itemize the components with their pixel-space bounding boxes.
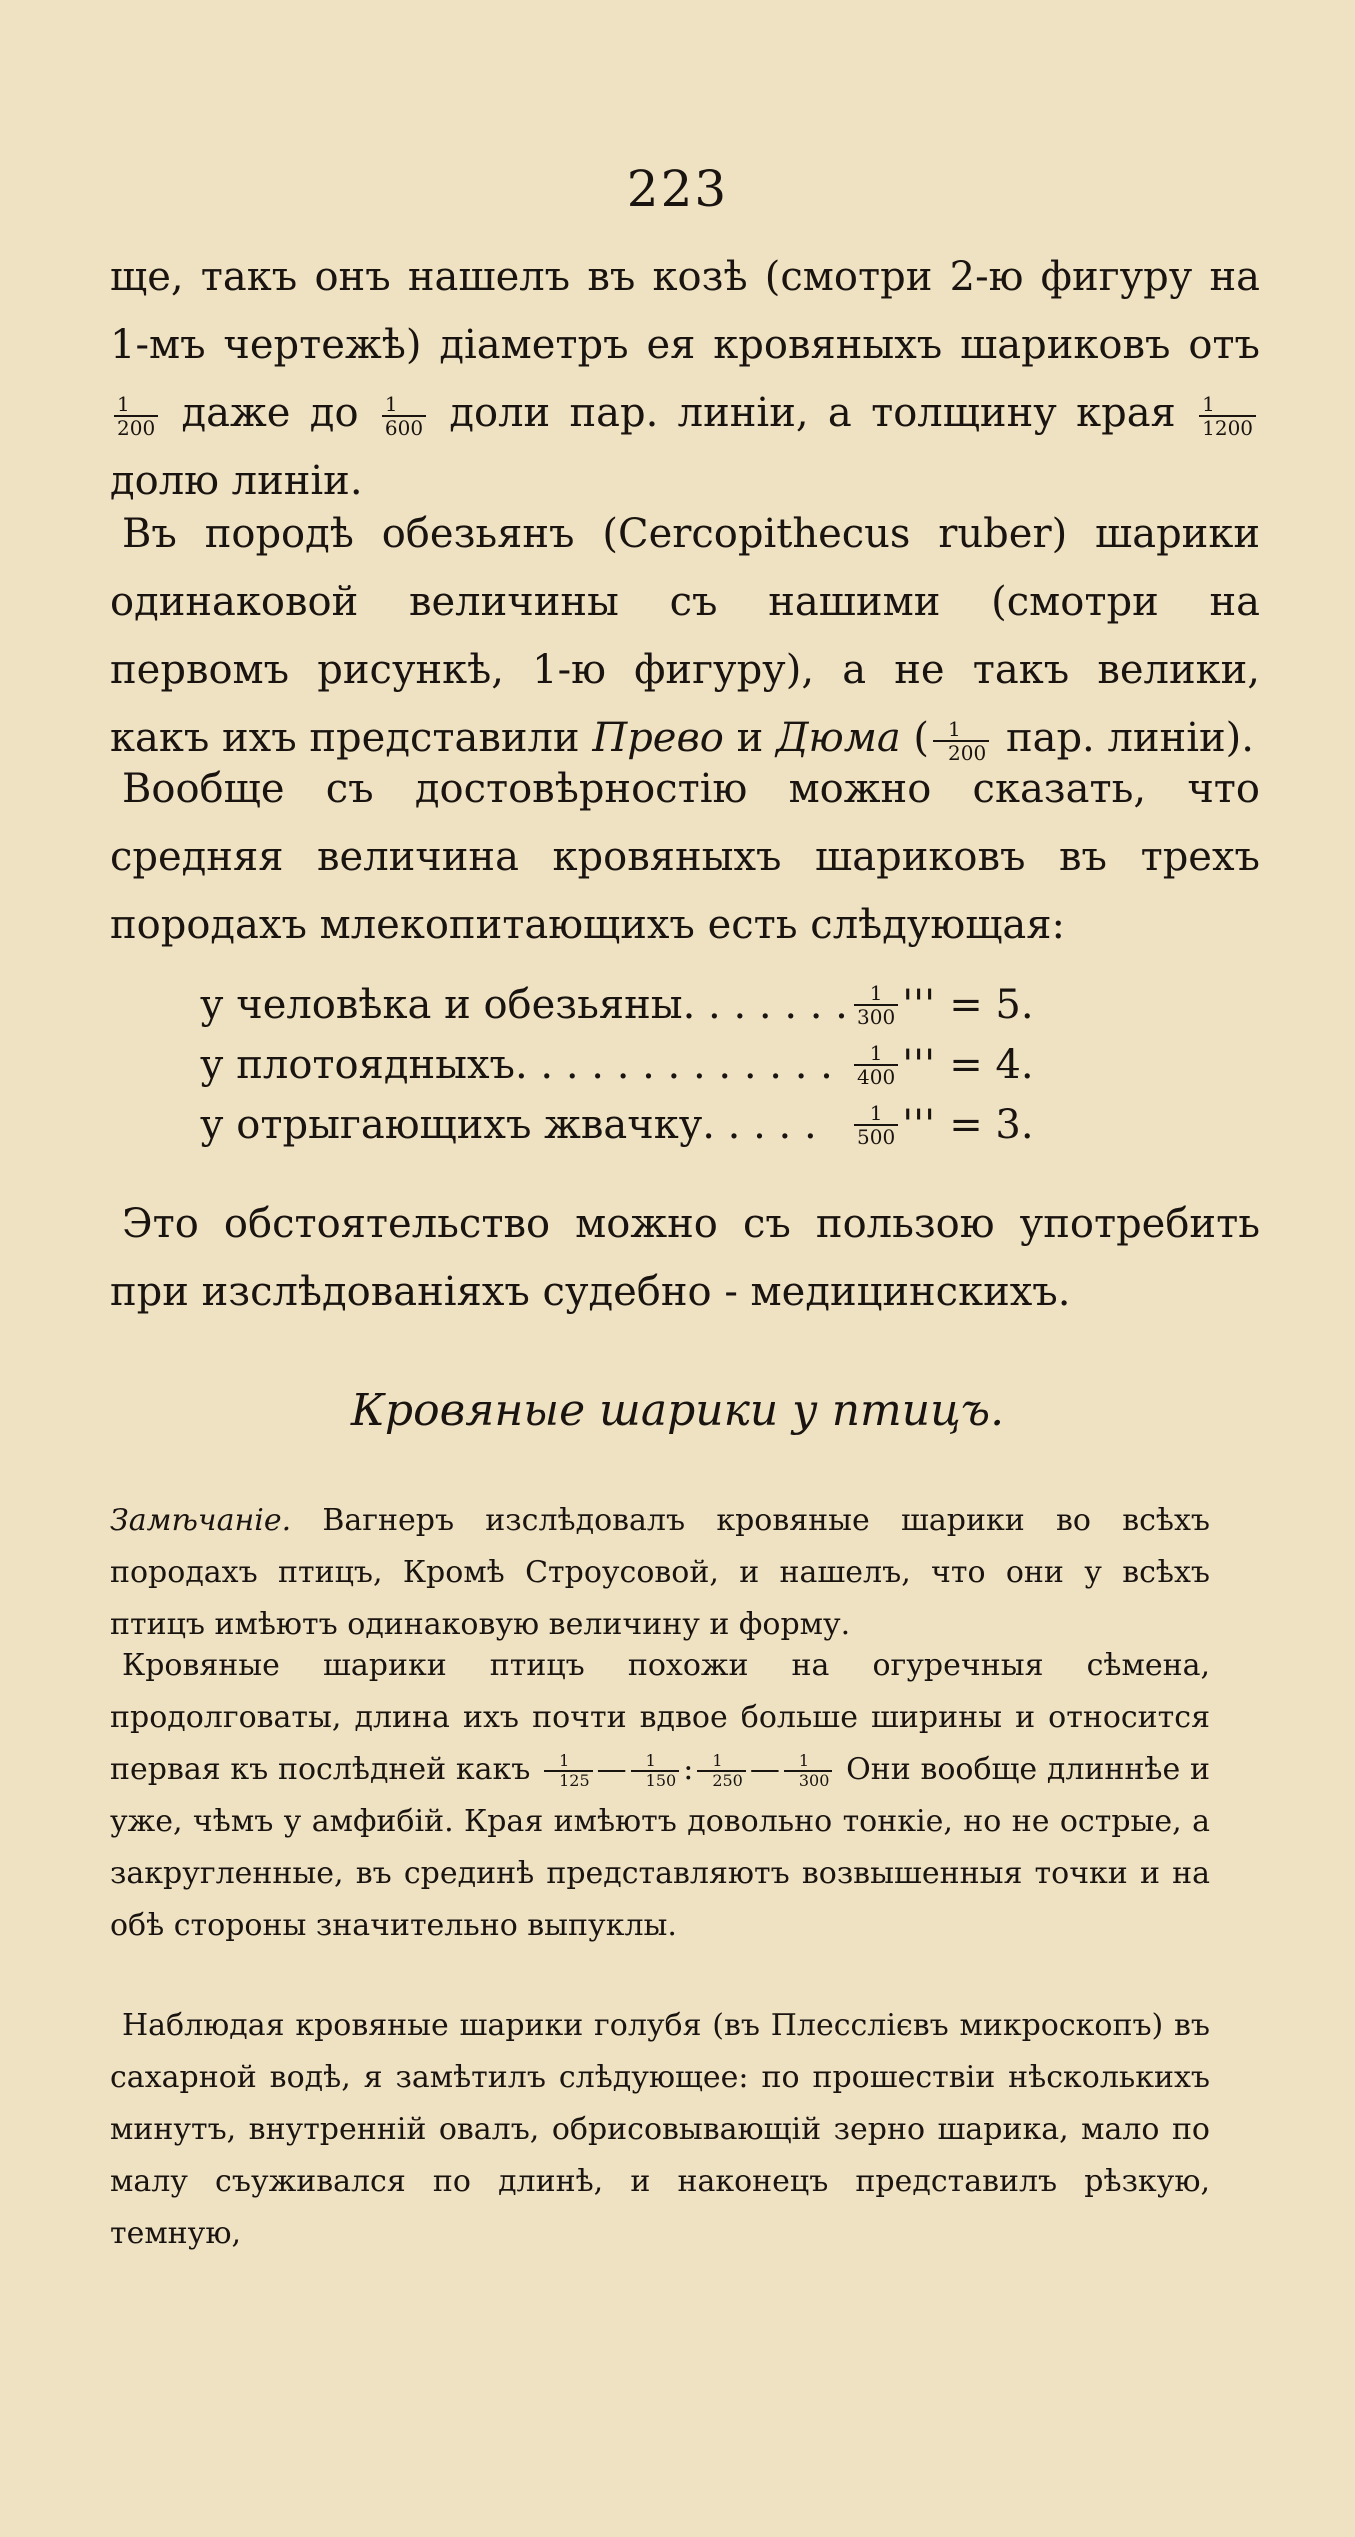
- size-table: [200, 975, 1034, 1155]
- note-label: Замѣчаніе.: [110, 1503, 292, 1538]
- paragraph-monkeys: Въ породѣ обезьянъ (Cercopithecus ruber) шарики одинаковой величины съ нашими (смотри на первомъ рисункѣ, 1-ю фигуру), а не такъ велики, какъ ихъ представили Прево и Дюма ( $\frac{1}{200}$ пар. линіи).: [110, 511, 1260, 765]
- row-value: = 5.: [949, 982, 1034, 1028]
- row-value: = 4.: [949, 1042, 1034, 1088]
- text-run: Кровяные шарики птицъ похожи на огуречныя сѣмена, продолговаты, длина ихъ почти вдвое больше ширины и относится первая къ послѣдней какъ: [110, 1648, 1210, 1787]
- author-name: Прево: [592, 715, 724, 761]
- note-paragraph: [110, 1495, 1210, 1651]
- fraction: [114, 393, 158, 439]
- fraction-numerator: 1: [114, 393, 158, 417]
- fraction-denominator: 1200: [1202, 416, 1254, 440]
- fraction: [1199, 393, 1256, 439]
- row-label: у отрыгающихъ жвачку. . . . .: [200, 1102, 817, 1148]
- fraction: [631, 1752, 680, 1790]
- text-run: пар. линіи).: [1005, 715, 1254, 761]
- fraction-numerator: 1: [784, 1752, 833, 1772]
- fraction-denominator: 500: [857, 1125, 896, 1149]
- text-run: Вообще съ достовѣрностію можно сказать, что средняя величина кровяныхъ шариковъ въ трехъ породахъ млекопитающихъ есть слѣдующая:: [110, 766, 1260, 948]
- text-run: доли пар. линіи, а толщину края: [449, 390, 1176, 436]
- text-run: Они вообще длиннѣе и уже, чѣмъ у амфибій. Края имѣютъ довольно тонкіе, но не острые, а закругленные, въ срединѣ представляютъ возвышенныя точки и на обѣ стороны значительно выпуклы.: [110, 1752, 1210, 1943]
- text-run: ще, такъ онъ нашелъ въ козѣ (смотри 2-ю фигуру на 1-мъ чертежѣ) діаметръ ея кровяныхъ шариковъ отъ: [110, 254, 1260, 368]
- fraction-denominator: 400: [857, 1065, 896, 1089]
- fraction-denominator: 200: [117, 416, 156, 440]
- page-number: 223: [626, 160, 729, 218]
- row-label: у человѣка и обезьяны. . . . . . .: [200, 982, 848, 1028]
- fraction: [784, 1752, 833, 1790]
- text-run: долю линіи.: [110, 458, 363, 504]
- row-value: = 3.: [949, 1102, 1034, 1148]
- table-row: [200, 1095, 1034, 1155]
- pigeon-observation-paragraph: [110, 2000, 1210, 2260]
- text-run: Это обстоятельство можно съ пользою употребить при изслѣдованіяхъ судебно - медицинскихъ.: [110, 1201, 1260, 1315]
- fraction-numerator: 1: [382, 393, 426, 417]
- fraction: [854, 982, 898, 1028]
- fraction-denominator: 125: [559, 1771, 590, 1790]
- fraction-denominator: 600: [384, 416, 424, 440]
- fraction-numerator: 1: [1199, 393, 1256, 417]
- author-name: Дюма: [775, 715, 901, 761]
- fraction-denominator: 300: [798, 1771, 830, 1790]
- fraction: [697, 1752, 746, 1790]
- fraction-numerator: 1: [933, 718, 989, 742]
- text-run: Въ породѣ обезьянъ (Cercopithecus ruber) шарики одинаковой величины съ нашими (смотри на первомъ рисункѣ, 1-ю фигуру), а не такъ велики, какъ ихъ представили: [110, 511, 1260, 761]
- table-row: [200, 1035, 1034, 1095]
- fraction-numerator: 1: [854, 1102, 898, 1126]
- text-run: Вагнеръ изслѣдовалъ кровяные шарики во всѣхъ породахъ птицъ, Кромѣ Строусовой, и нашелъ, что они у всѣхъ птицъ имѣютъ одинаковую величину и форму.: [110, 1503, 1210, 1642]
- unit-mark: ''': [902, 982, 936, 1028]
- paragraph-goat: [110, 243, 1260, 515]
- fraction-numerator: 1: [854, 1042, 898, 1066]
- fraction-numerator: 1: [631, 1752, 680, 1772]
- fraction: [382, 393, 426, 439]
- row-label: у плотоядныхъ. . . . . . . . . . . . .: [200, 1042, 833, 1088]
- text-run: Наблюдая кровяные шарики голубя (въ Плесслієвъ микроскопъ) въ сахарной водѣ, я замѣтилъ слѣдующее: по прошествіи нѣсколькихъ минутъ, внутренній овалъ, обрисовывающій зерно шарика, мало по малу съуживался по длинѣ, и наконецъ представилъ рѣзкую, темную,: [110, 2008, 1210, 2251]
- fraction-numerator: 1: [544, 1752, 593, 1772]
- paragraph-forensic: [110, 1190, 1260, 1326]
- paragraph-summary: [110, 755, 1260, 959]
- fraction-denominator: 200: [948, 741, 987, 765]
- text-run: и: [736, 715, 764, 761]
- birds-shape-paragraph: Кровяные шарики птицъ похожи на огуречныя сѣмена, продолговаты, длина ихъ почти вдвое больше ширины и относится первая къ послѣдней какъ $\frac{1}{125}$ — $\frac{1}{150}$ : $\frac{1}{250}$ — $\frac{1}{300}$ Они вообще длиннѣе и уже, чѣмъ у амфибій. Края имѣютъ довольно тонкіе, но не острые, а закругленные, въ срединѣ представляютъ возвышенныя точки и на обѣ стороны значительно выпуклы.: [110, 1648, 1210, 1943]
- fraction: [854, 1042, 898, 1088]
- fraction-denominator: 300: [857, 1005, 896, 1029]
- fraction: [544, 1752, 593, 1790]
- text-run: даже до: [181, 390, 359, 436]
- section-heading: Кровяные шарики у птицъ.: [350, 1385, 1005, 1436]
- fraction-numerator: 1: [854, 982, 898, 1006]
- fraction-denominator: 150: [645, 1771, 677, 1790]
- fraction: [854, 1102, 898, 1148]
- fraction-numerator: 1: [697, 1752, 746, 1772]
- unit-mark: ''': [902, 1102, 936, 1148]
- table-row: [200, 975, 1034, 1035]
- fraction-denominator: 250: [712, 1771, 743, 1790]
- unit-mark: ''': [902, 1042, 936, 1088]
